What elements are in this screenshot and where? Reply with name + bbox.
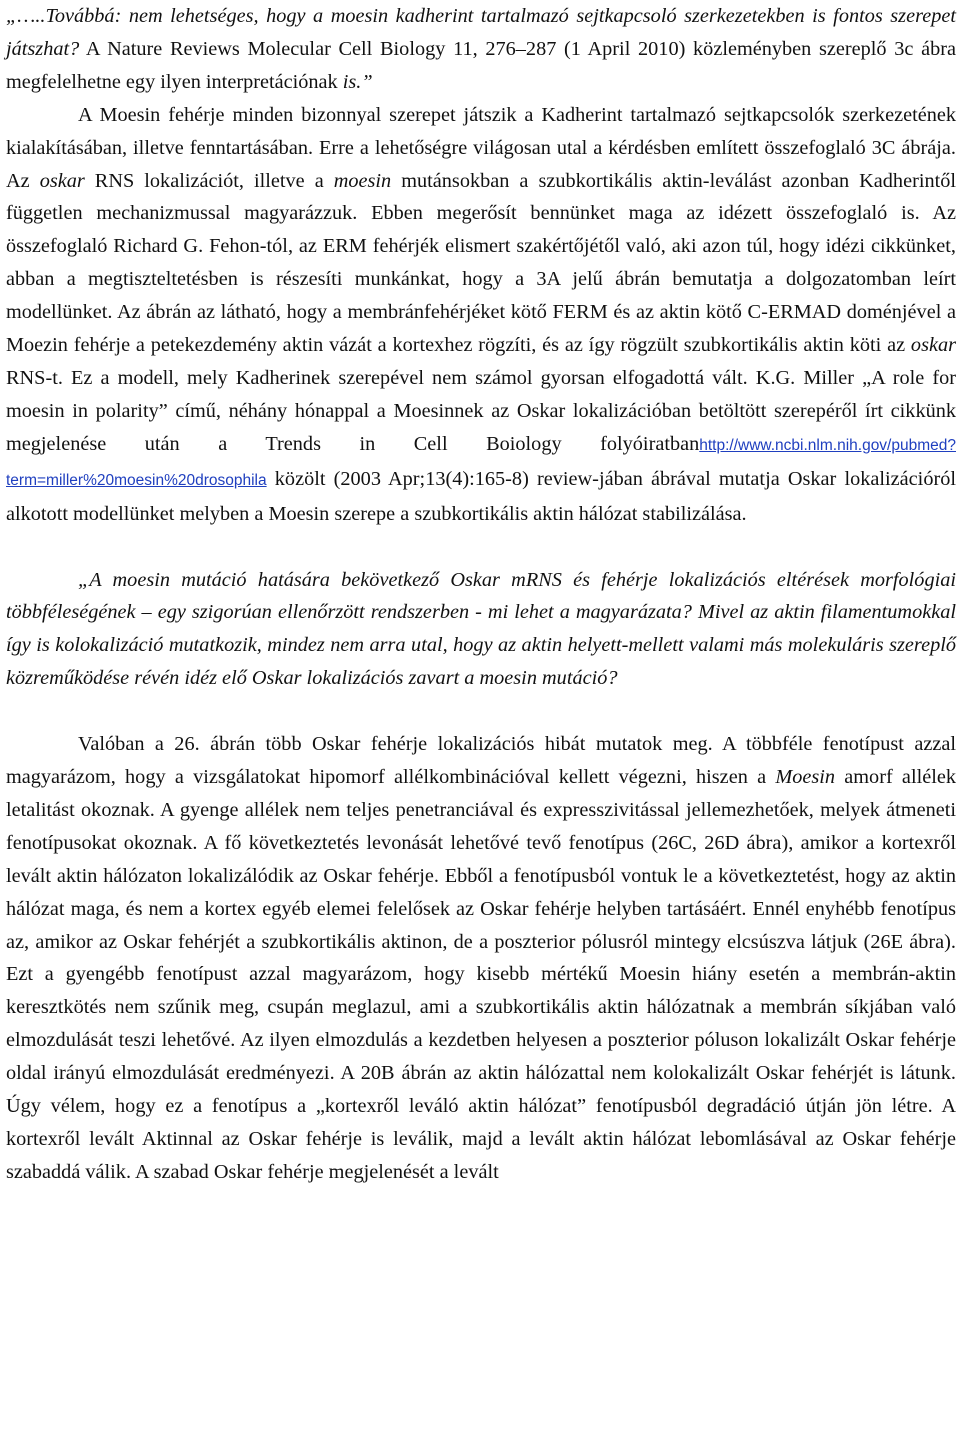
answer-1-moesin: moesin [333,169,392,192]
paragraph-gap [6,531,956,564]
reviewer-question-2: „A moesin mutáció hatására bekövetkező Oskar mRNS és fehérje lokalizációs eltérések morfológiai többféleségének – egy szigorúan ellenőrzött rendszerben - mi lehet a magyarázata? Mivel az aktin filamentumokkal így is kolokalizáció mutatkozik, mindez nem arra utal, hogy az aktin helyett-mellett valami más molekuláris szereplő közreműködése révén idéz elő Oskar lokalizációs zavart a moesin mutáció? [6,568,956,690]
document-page [6,0,956,1189]
answer-2-text-a: Valóban a 26. ábrán több Oskar fehérje lokalizációs hibát mutatok meg. A többféle fenotípust azzal magyarázom, hogy a vizsgálatokat hipomorf allélkombinációval kellett végezni, hiszen a [6,733,956,789]
answer-1-text-a: A Moesin fehérje minden bizonnyal szerepet játszik a Kadherint tartalmazó sejtkapcsolók szerkezetének kialakításában, illetve fenntartásában. Erre a lehetőségre világosan utal a kérdésben említett összefoglaló 3C ábrája. Az [6,103,956,192]
answer-paragraph-1 [6,99,956,531]
answer-1-oskar-2: oskar [910,334,956,357]
answer-1-text-e: közölt (2003 Apr;13(4):165-8) review-jában ábrával mutatja Oskar lokalizációról alkotott modellünket melyben a Moesin szerepe a szubkortikális aktin hálózat stabilizálása. [6,467,956,525]
paragraph-gap [6,695,956,728]
answer-1-oskar: oskar [39,169,85,192]
answer-paragraph-2 [6,728,956,1189]
answer-1-text-c: mutánsokban a szubkortikális aktin-leválást azonban Kadherintől független mechanizmussal magyarázzuk. Ebben megerősít bennünket maga az idézett összefoglaló is. Az összefoglaló Richard G. Fehon-tól, az ERM fehérjék elismert szakértőjétől való, aki azon túl, hogy idézi cikkünket, abban a megtiszteltetésben is részesíti munkánkat, hogy a 3A jelű ábrán bemutatja a dolgozatomban leírt modellünket. Az ábrán az látható, hogy a membránfehérjéket kötő FERM és az aktin kötő C-ERMAD doménjével a Moezin fehérje a petekezdemény aktin vázát a kortexhez rögzíti, és az így rögzült szubkortikális aktin köti az [6,169,957,357]
answer-1-text-b: RNS lokalizációt, illetve a [84,169,334,192]
answer-2-moesin: Moesin [775,766,836,789]
answer-2-text-b: amorf allélek letalitást okoznak. A gyenge allélek nem teljes penetranciával és expresszivitással jellemezhetőek, melyek átmeneti fenotípusokat okoznak. A fő következtetés levonását lehetővé tevő fenotípus (26C, 26D ábra), amikor a kortexről levált aktin hálózaton lokalizálódik az Oskar fehérje. Ebből a fenotípusból vontuk le a következtetést, hogy az aktin hálózat maga, és nem a kortex egyéb elemei felelősek az Oskar fehérje helyben tartásáért. Ennél enyhébb fenotípus az, amikor az Oskar fehérjét a szubkortikális aktinon, de a poszterior pólusról mintegy elcsúszva látjuk (26E ábra). Ezt a gyengébb fenotípust azzal magyarázom, hogy kisebb mértékű Moesin hiány esetén a membrán-aktin keresztkötés nem szűnik meg, csupán meglazul, ami a szubkortikális aktin hálózatnak a membrán síkjában való elmozdulását teszi lehetővé. Az ilyen elmozdulás a kezdetben helyesen a poszterior póluson lokalizált Oskar fehérje oldal irányú elmozdulását eredményezi. A 20B ábrán az aktin hálózattal nem kolokalizált Oskar fehérjét is látunk. Úgy vélem, hogy ez a fenotípus a „kortexről leváló aktin hálózat” fenotípusból degradáció útján jön létre. A kortexről levált Aktinnal az Oskar fehérje is leválik, majd a levált aktin hálózat lebomlásával az Oskar fehérje szabaddá válik. A szabad Oskar fehérje megjelenését a levált [6,766,956,1183]
question-1-italic-lead: „…..Továbbá: nem lehetséges, hogy a moesin kadherint tartalmazó sejtkapcsoló szerkezetekben is fontos szerepet játszhat? [6,5,956,60]
pubmed-link[interactable]: http://www.ncbi.nlm.nih.gov/pubmed?term=miller%20moesin%20drosophila [6,436,956,489]
question-1-italic-tail: is.” [342,70,373,93]
question-1-text: A Nature Reviews Molecular Cell Biology 11, 276–287 (1 April 2010) közleményben szereplő 3c ábra megfelelhetne egy ilyen interpretációnak [6,37,956,93]
answer-1-text-d: RNS-t. Ez a modell, mely Kadherinek szerepével nem számol gyorsan elfogadottá vált. K.G. Miller „A role for moesin in polarity” című, néhány hónappal a Moesinnek az Oskar lokalizációban betöltött szerepéről írt cikkünk megjelenése után a Trends in Cell Boiology folyóiratban [6,366,956,455]
reviewer-question-1 [6,0,956,99]
